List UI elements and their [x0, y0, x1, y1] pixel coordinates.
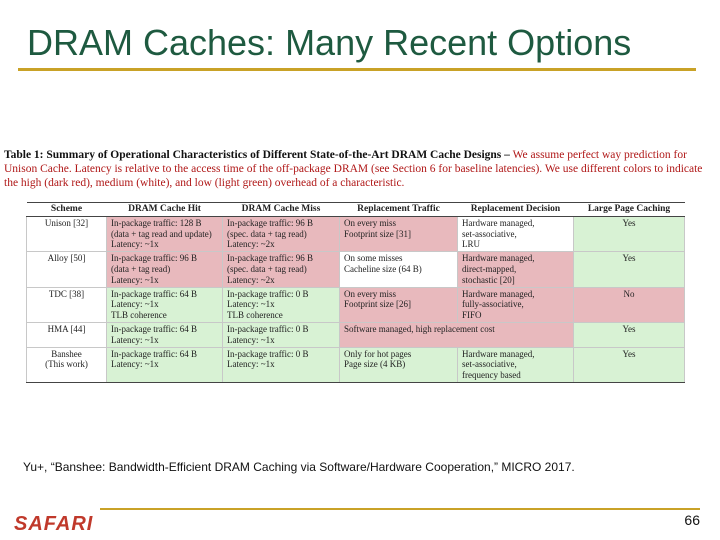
table-header-row	[27, 203, 685, 217]
header-replacement-decision: Replacement Decision	[458, 203, 574, 217]
hit-cell: In-package traffic: 64 B Latency: ~1x	[107, 347, 223, 382]
miss-cell: In-package traffic: 0 B Latency: ~1x TLB coherence	[223, 287, 340, 322]
large-page-caching-cell: Yes	[574, 216, 685, 251]
header-dram-cache-miss: DRAM Cache Miss	[223, 203, 340, 217]
caption-text: We assume perfect way prediction for Unison Cache. Latency is relative to the access time of the off-package DRAM (see Section 6 for baseline latencies). We use different colors to indicate the high (dark red), medium (white), and low (light green) overhead of a characteristic.	[4, 149, 703, 189]
replacement-decision-cell: Hardware managed, direct-mapped, stochastic [20]	[458, 252, 574, 287]
table-row	[27, 347, 685, 382]
large-page-caching-cell: Yes	[574, 347, 685, 382]
large-page-caching-cell: No	[574, 287, 685, 322]
scheme-cell: Banshee (This work)	[27, 347, 107, 382]
scheme-cell: Alloy [50]	[27, 252, 107, 287]
replacement-decision-cell: Hardware managed, fully-associative, FIFO	[458, 287, 574, 322]
slide-title: DRAM Caches: Many Recent Options	[27, 22, 632, 63]
caption-label: Table 1: Summary of Operational Characteristics of Different State-of-the-Art DRAM Cache Designs –	[4, 149, 510, 161]
scheme-cell: Unison [32]	[27, 216, 107, 251]
dram-cache-table	[26, 202, 685, 383]
hit-cell: In-package traffic: 64 B Latency: ~1x	[107, 322, 223, 347]
table-caption	[4, 148, 716, 190]
replacement-span-cell: Software managed, high replacement cost	[340, 322, 574, 347]
replacement-decision-cell: Hardware managed, set-associative, frequency based	[458, 347, 574, 382]
miss-cell: In-package traffic: 0 B Latency: ~1x	[223, 322, 340, 347]
table-row	[27, 322, 685, 347]
replacement-decision-cell: Hardware managed, set-associative, LRU	[458, 216, 574, 251]
hit-cell: In-package traffic: 96 B (data + tag read) Latency: ~1x	[107, 252, 223, 287]
header-dram-cache-hit: DRAM Cache Hit	[107, 203, 223, 217]
page-number: 66	[684, 512, 700, 528]
header-scheme: Scheme	[27, 203, 107, 217]
miss-cell: In-package traffic: 96 B (spec. data + tag read) Latency: ~2x	[223, 216, 340, 251]
scheme-cell: HMA [44]	[27, 322, 107, 347]
hit-cell: In-package traffic: 64 B Latency: ~1x TLB coherence	[107, 287, 223, 322]
hit-cell: In-package traffic: 128 B (data + tag read and update) Latency: ~1x	[107, 216, 223, 251]
title-divider	[18, 68, 696, 71]
header-replacement-traffic: Replacement Traffic	[340, 203, 458, 217]
table-row	[27, 216, 685, 251]
large-page-caching-cell: Yes	[574, 252, 685, 287]
replacement-traffic-cell: Only for hot pages Page size (4 KB)	[340, 347, 458, 382]
miss-cell: In-package traffic: 0 B Latency: ~1x	[223, 347, 340, 382]
citation-text: Yu+, “Banshee: Bandwidth-Efficient DRAM Caching via Software/Hardware Cooperation,” MICRO 2017.	[23, 460, 575, 474]
large-page-caching-cell: Yes	[574, 322, 685, 347]
table-row	[27, 287, 685, 322]
replacement-traffic-cell: On some misses Cacheline size (64 B)	[340, 252, 458, 287]
miss-cell: In-package traffic: 96 B (spec. data + tag read) Latency: ~2x	[223, 252, 340, 287]
replacement-traffic-cell: On every miss Footprint size [31]	[340, 216, 458, 251]
header-large-page-caching: Large Page Caching	[574, 203, 685, 217]
table-row	[27, 252, 685, 287]
footer-divider	[100, 508, 700, 510]
scheme-cell: TDC [38]	[27, 287, 107, 322]
safari-logo: SAFARI	[14, 513, 94, 535]
replacement-traffic-cell: On every miss Footprint size [26]	[340, 287, 458, 322]
